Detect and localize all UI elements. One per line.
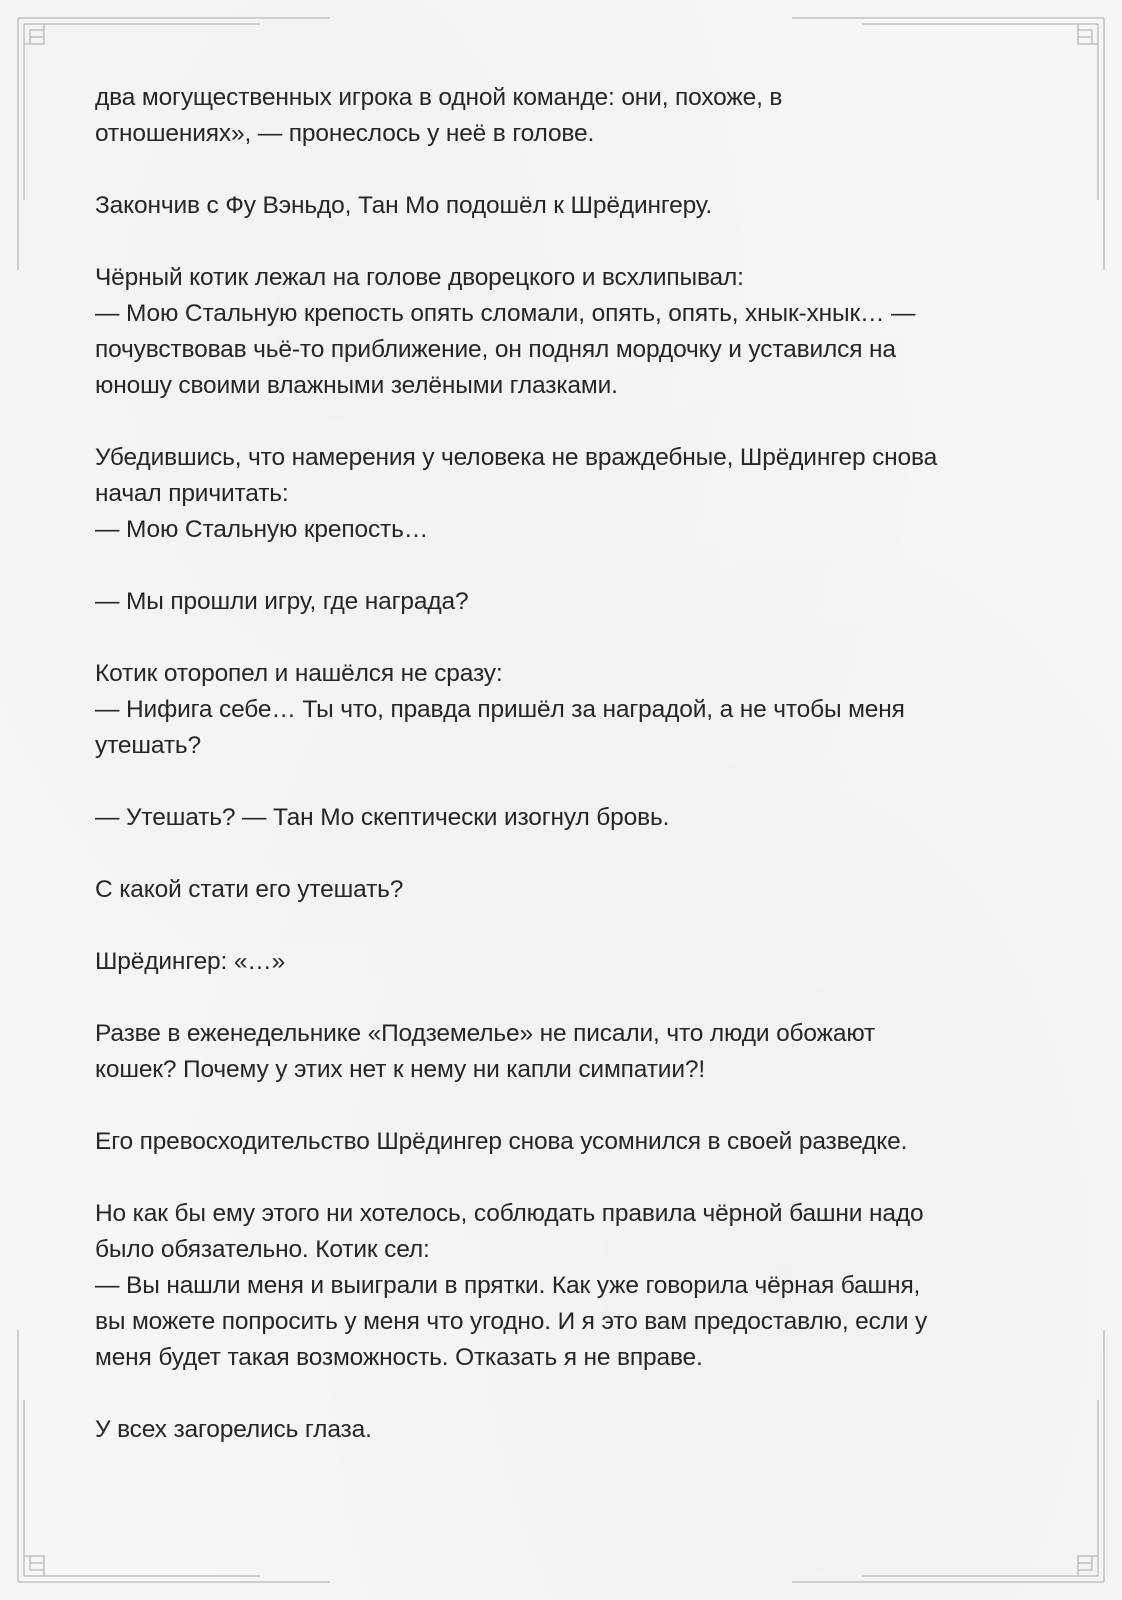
text-line: С какой стати его утешать? [95,876,404,903]
paragraph [95,872,1035,908]
text-line: Но как бы ему этого ни хотелось, соблюдать правила чёрной башни надо [95,1200,924,1227]
text-line: У всех загорелись глаза. [95,1416,372,1443]
text-line: — Мы прошли игру, где награда? [95,588,469,615]
text-line: почувствовав чьё-то приближение, он поднял мордочку и уставился на [95,336,896,363]
text-line: меня будет такая возможность. Отказать я не вправе. [95,1344,703,1371]
paragraph [95,440,1035,548]
text-line: было обязательно. Котик сел: [95,1236,430,1263]
text-line: Убедившись, что намерения у человека не враждебные, Шрёдингер снова [95,444,938,471]
text-line: — Утешать? — Тан Мо скептически изогнул бровь. [95,804,670,831]
text-line: два могущественных игрока в одной команде: они, похоже, в [95,84,783,111]
text-line: юношу своими влажными зелёными глазками. [95,372,618,399]
text-line: — Мою Стальную крепость опять сломали, опять, опять, хнык-хнык… — [95,300,916,327]
text-line: кошек? Почему у этих нет к нему ни капли симпатии?! [95,1056,705,1083]
paragraph [95,584,1035,620]
paragraph [95,1196,1035,1376]
paragraph [95,944,1035,980]
text-line: отношениях», — пронеслось у неё в голове. [95,120,595,147]
paragraph [95,260,1035,404]
text-line: вы можете попросить у меня что угодно. И я это вам предоставлю, если у [95,1308,928,1335]
text-line: — Мою Стальную крепость… [95,516,429,543]
text-line: начал причитать: [95,480,289,507]
story-text [95,80,1035,1484]
paragraph [95,80,1035,152]
text-line: Котик оторопел и нашёлся не сразу: [95,660,503,687]
paragraph [95,1412,1035,1448]
text-line: — Вы нашли меня и выиграли в прятки. Как уже говорила чёрная башня, [95,1272,921,1299]
text-line: Его превосходительство Шрёдингер снова усомнился в своей разведке. [95,1128,908,1155]
paragraph [95,1016,1035,1088]
text-line: — Нифига себе… Ты что, правда пришёл за наградой, а не чтобы меня [95,696,905,723]
paragraph [95,656,1035,764]
text-line: Шрёдингер: «…» [95,948,286,975]
text-line: утешать? [95,732,201,759]
text-line: Закончив с Фу Вэньдо, Тан Мо подошёл к Шрёдингеру. [95,192,713,219]
paragraph [95,1124,1035,1160]
paragraph [95,188,1035,224]
text-line: Разве в еженедельнике «Подземелье» не писали, что люди обожают [95,1020,876,1047]
text-line: Чёрный котик лежал на голове дворецкого и всхлипывал: [95,264,744,291]
paragraph [95,800,1035,836]
